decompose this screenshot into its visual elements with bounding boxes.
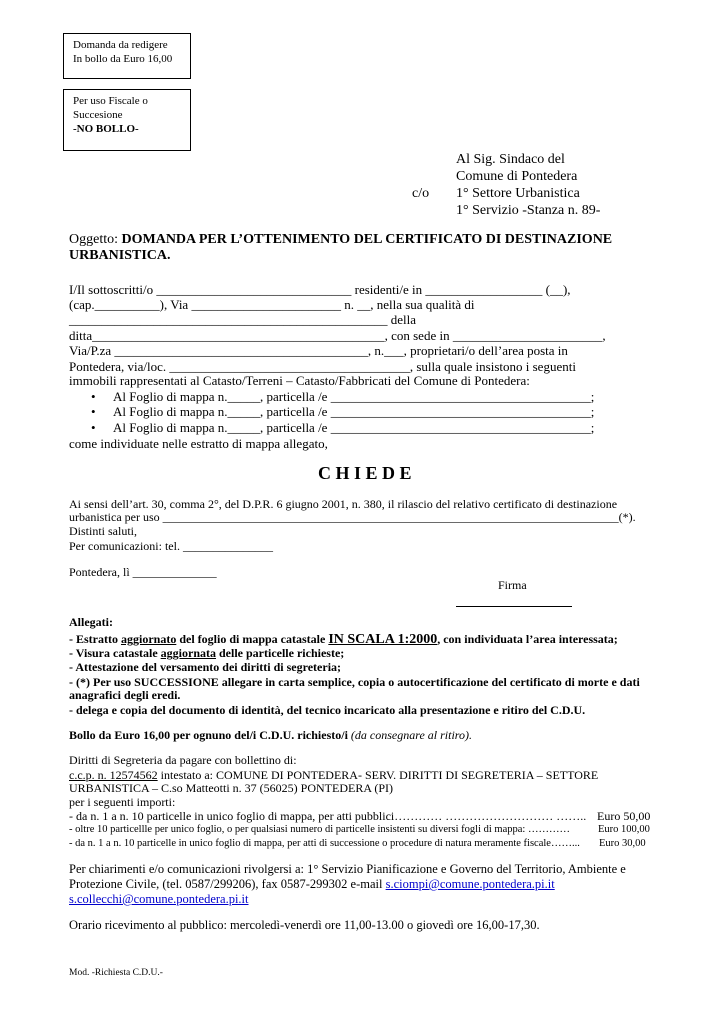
bullet-item-2: Al Foglio di mappa n._____, particella /e ________________________________________; — [113, 404, 595, 419]
bullet-dot-2: • — [91, 404, 96, 419]
attachment-item-1-e: , con individuata l’area interessata; — [437, 632, 618, 646]
attachment-item-2 — [69, 647, 344, 661]
body-line1: I/Il sottoscritti/o ______________________________ residenti/e in __________________ (__), — [69, 282, 571, 297]
contacts-line1: Per chiarimenti e/o comunicazioni rivolgersi a: 1° Servizio Pianificazione e Governo del Territorio, Ambiente e — [69, 862, 626, 876]
recipient-co: c/o — [412, 186, 430, 201]
fees-ccp-number: c.c.p. n. 12574562 — [69, 768, 158, 782]
stamp-box-bollo-line1: Domanda da redigere — [73, 39, 168, 51]
request-place-date: Pontedera, lì ______________ — [69, 565, 217, 579]
attachments-title: Allegati: — [69, 615, 113, 629]
body-line7: immobili rappresentati al Catasto/Terreni – Catasto/Fabbricati del Comune di Pontedera: — [69, 373, 530, 388]
fees-ccp-line2: URBANISTICA – C.so Matteotti n. 37 (56025) PONTEDERA (PI) — [69, 781, 393, 795]
fee-row-1-amount: Euro 50,00 — [597, 809, 651, 823]
stamp-box-bollo-line2: In bollo da Euro 16,00 — [73, 53, 173, 65]
fees-ccp — [69, 768, 655, 782]
recipient-line3: 1° Settore Urbanistica — [456, 186, 580, 201]
fees-ccp-holder: intestato a: COMUNE DI PONTEDERA- SERV. DIRITTI DI SEGRETERIA – SETTORE — [157, 768, 599, 782]
attachment-item-1-b: aggiornato — [120, 632, 177, 646]
attachment-item-4-line2: anagrafici degli eredi. — [69, 688, 181, 702]
office-hours: Orario ricevimento al pubblico: mercoledì-venerdì ore 11,00-13.00 o giovedì ore 16,00-17,30. — [69, 918, 540, 932]
body-line5: Via/P.za _______________________________________, n.___, proprietari/o dell’area posta in — [69, 343, 568, 358]
subject-prefix: Oggetto: — [69, 232, 118, 247]
request-comm: Per comunicazioni: tel. _______________ — [69, 539, 273, 553]
stamp-box-bollo — [63, 33, 191, 79]
subject-title-line2: URBANISTICA. — [69, 248, 171, 263]
body-line4: ditta_____________________________________________, con sede in _______________________, — [69, 328, 606, 343]
bullet-item-3: Al Foglio di mappa n._____, particella /e ________________________________________; — [113, 420, 595, 435]
fee-row-3-amount: Euro 30,00 — [599, 838, 646, 849]
body-after-bullets: come individuate nelle estratto di mappa allegato, — [69, 436, 328, 451]
subject-title-line1: DOMANDA PER L’OTTENIMENTO DEL CERTIFICATO DI DESTINAZIONE — [121, 232, 613, 247]
bullet-dot-3: • — [91, 420, 96, 435]
attachment-item-1-c: del foglio di mappa catastale — [176, 632, 329, 646]
attachment-item-1-a: - Estratto — [69, 632, 121, 646]
fee-row-3-text: - da n. 1 a n. 10 particelle in unico foglio di mappa, per atti di successione o procedure di natura meramente fiscale……... — [69, 838, 580, 849]
recipient-line1: Al Sig. Sindaco del — [456, 152, 565, 167]
fee-row-1-text: - da n. 1 a n. 10 particelle in unico foglio di mappa, per atti pubblici………… ……………………… …….. — [69, 809, 587, 823]
stamp-box-no-bollo-line1: Per uso Fiscale o — [73, 95, 148, 107]
attachment-item-2-a: - Visura catastale — [69, 646, 161, 660]
fee-row-2-amount: Euro 100,00 — [598, 824, 650, 835]
contacts-phone-fax: Protezione Civile, (tel. 0587/299206), fax 0587-299302 e-mail — [69, 877, 386, 891]
request-line2: urbanistica per uso ____________________________________________________________________________(*). — [69, 510, 636, 524]
body-line3: _________________________________________________ della — [69, 312, 417, 327]
signature-line — [456, 606, 572, 607]
stamp-note — [69, 729, 472, 743]
bullet-item-1: Al Foglio di mappa n._____, particella /e ________________________________________; — [113, 389, 595, 404]
body-line2: (cap.__________), Via _______________________ n. __, nella sua qualità di — [69, 297, 475, 312]
recipient-line4: 1° Servizio -Stanza n. 89- — [456, 203, 601, 218]
attachment-item-3: - Attestazione del versamento dei diritti di segreteria; — [69, 660, 342, 674]
request-title: C H I E D E — [318, 463, 412, 483]
contacts-line2 — [69, 877, 555, 891]
contact-email-1[interactable]: s.ciompi@comune.pontedera.pi.it — [385, 877, 555, 891]
signature-label: Firma — [498, 578, 527, 592]
recipient-line2: Comune di Pontedera — [456, 169, 578, 184]
stamp-box-no-bollo — [63, 89, 191, 151]
attachment-item-2-b: aggiornata — [160, 646, 216, 660]
fee-row-2-text: - oltre 10 particellle per unico foglio, o per qualsiasi numero di particelle insistenti su diversi fogli di mappa: ………… — [69, 824, 570, 835]
attachment-item-4-line1: - (*) Per uso SUCCESSIONE allegare in carta semplice, copia o autocertificazione del certificato di morte e dati — [69, 675, 640, 689]
attachment-item-5: - delega e copia del documento di identità, del tecnico incaricato alla presentazione e ritiro del C.D.U. — [69, 703, 586, 717]
footer-form-code: Mod. -Richiesta C.D.U.- — [69, 968, 163, 978]
request-greeting: Distinti saluti, — [69, 524, 138, 538]
fees-intro: Diritti di Segreteria da pagare con bollettino di: — [69, 753, 297, 767]
request-line1: Ai sensi dell’art. 30, comma 2°, del D.P.R. 6 giugno 2001, n. 380, il rilascio del relativo certificato di destinazione — [69, 497, 618, 511]
contact-email-2[interactable]: s.collecchi@comune.pontedera.pi.it — [69, 892, 249, 906]
stamp-note-bold: Bollo da Euro 16,00 per ognuno del/i C.D.U. richiesto/i — [69, 728, 351, 742]
subject — [69, 231, 655, 248]
body-line6: Pontedera, via/loc. _____________________________________, sulla quale insistono i seguenti — [69, 359, 576, 374]
stamp-box-no-bollo-line3: -NO BOLLO- — [73, 123, 139, 135]
attachment-item-2-c: delle particelle richieste; — [216, 646, 345, 660]
stamp-note-italic: (da consegnare al ritiro). — [350, 728, 473, 742]
fees-amounts-intro: per i seguenti importi: — [69, 795, 176, 809]
stamp-box-no-bollo-line2: Succesione — [73, 109, 123, 121]
bullet-dot-1: • — [91, 389, 96, 404]
attachment-item-1-d: IN SCALA 1:2000 — [328, 632, 438, 647]
